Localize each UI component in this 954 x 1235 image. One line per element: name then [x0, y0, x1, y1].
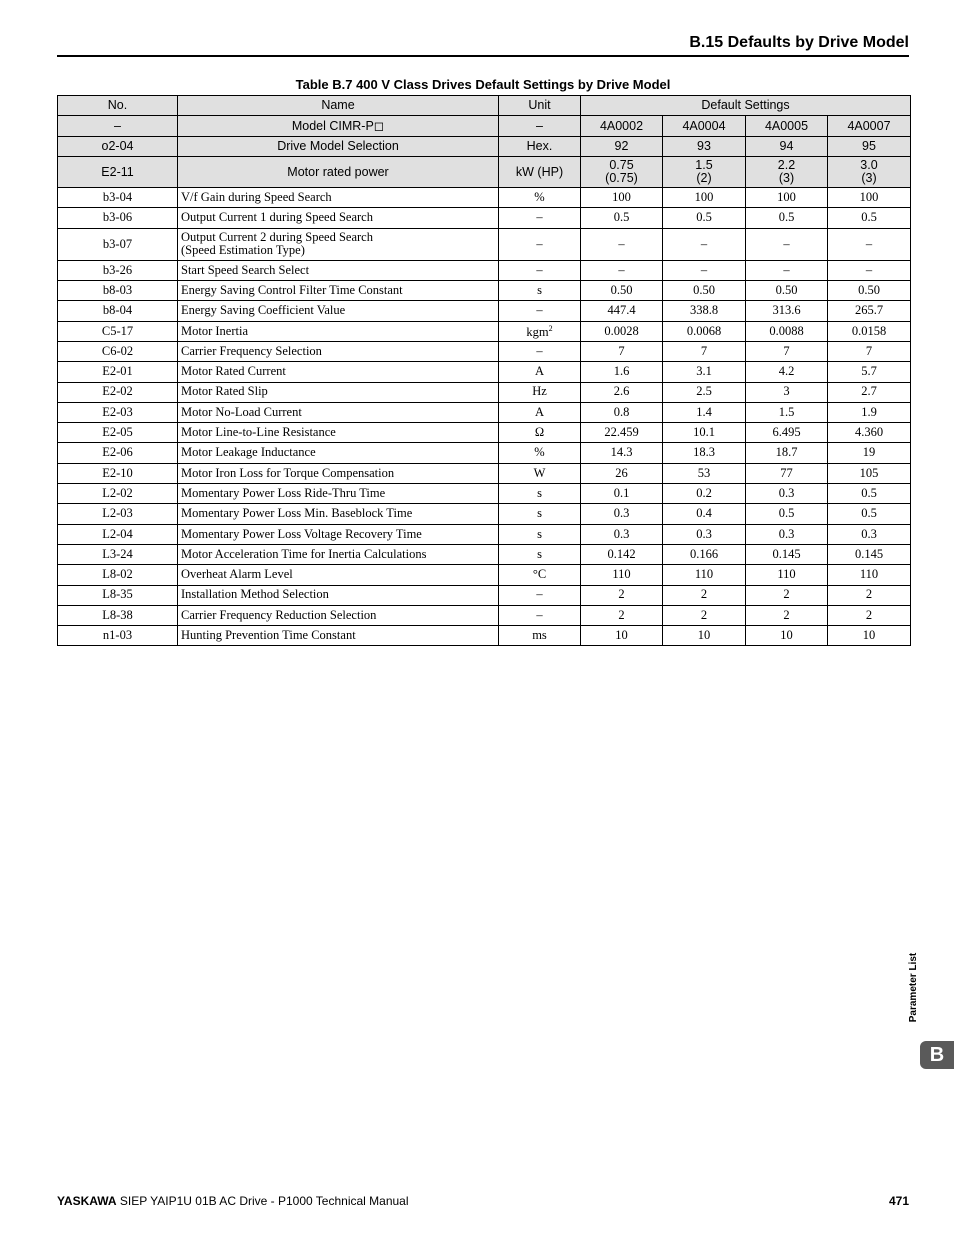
param-no: L8-02 [58, 565, 178, 585]
param-unit: s [499, 484, 581, 504]
table-row [58, 484, 911, 504]
table-row [58, 341, 911, 361]
section-title: B.15 Defaults by Drive Model [689, 34, 909, 51]
default-value: 10.1 [663, 423, 746, 443]
default-value: 110 [663, 565, 746, 585]
param-name: Output Current 2 during Speed Search (Speed Estimation Type) [178, 228, 499, 260]
default-value: 0.166 [663, 544, 746, 564]
param-unit: s [499, 524, 581, 544]
default-value: 0.3 [746, 524, 828, 544]
default-value: 2 [581, 585, 663, 605]
param-name: Motor Inertia [178, 321, 499, 341]
param-name: Start Speed Search Select [178, 260, 499, 280]
default-value: 0.5 [746, 504, 828, 524]
param-unit: – [499, 208, 581, 228]
param-no: E2-05 [58, 423, 178, 443]
table-row [58, 524, 911, 544]
default-value: 94 [746, 136, 828, 156]
header-row [58, 157, 911, 188]
default-value: 18.3 [663, 443, 746, 463]
default-value: 4A0004 [663, 116, 746, 136]
default-value: 0.3 [581, 524, 663, 544]
default-value: 92 [581, 136, 663, 156]
param-no: E2-03 [58, 402, 178, 422]
table-row [58, 188, 911, 208]
default-value: 1.5 (2) [663, 157, 746, 188]
default-value: 2 [663, 585, 746, 605]
default-value: 0.0158 [828, 321, 911, 341]
param-no: n1-03 [58, 626, 178, 646]
default-value: 0.2 [663, 484, 746, 504]
default-value: 7 [746, 341, 828, 361]
param-unit: – [499, 585, 581, 605]
default-value: 4A0005 [746, 116, 828, 136]
param-unit: kW (HP) [499, 157, 581, 188]
param-unit: % [499, 443, 581, 463]
table-row [58, 544, 911, 564]
default-value: 0.75 (0.75) [581, 157, 663, 188]
param-unit: s [499, 504, 581, 524]
param-name: Momentary Power Loss Min. Baseblock Time [178, 504, 499, 524]
default-value: 338.8 [663, 301, 746, 321]
column-header: Default Settings [581, 96, 911, 116]
default-value: 3.0 (3) [828, 157, 911, 188]
default-value: 100 [581, 188, 663, 208]
default-value: 4A0007 [828, 116, 911, 136]
default-value: 26 [581, 463, 663, 483]
default-value: – [581, 228, 663, 260]
table-row [58, 585, 911, 605]
default-value: 0.0088 [746, 321, 828, 341]
default-value: 1.6 [581, 362, 663, 382]
param-no: b8-04 [58, 301, 178, 321]
default-value: 3.1 [663, 362, 746, 382]
default-value: 10 [581, 626, 663, 646]
default-value: 6.495 [746, 423, 828, 443]
table-row [58, 504, 911, 524]
param-name: V/f Gain during Speed Search [178, 188, 499, 208]
default-value: 100 [663, 188, 746, 208]
param-unit: s [499, 544, 581, 564]
default-value: 0.4 [663, 504, 746, 524]
param-name: Motor rated power [178, 157, 499, 188]
default-value: 1.4 [663, 402, 746, 422]
footer-brand: YASKAWA [57, 1194, 117, 1208]
default-value: 1.5 [746, 402, 828, 422]
table-row [58, 281, 911, 301]
param-unit: – [499, 301, 581, 321]
param-unit: A [499, 362, 581, 382]
param-unit: s [499, 281, 581, 301]
table-row [58, 463, 911, 483]
param-no: L3-24 [58, 544, 178, 564]
default-value: 0.0068 [663, 321, 746, 341]
default-value: – [663, 228, 746, 260]
default-value: – [581, 260, 663, 280]
param-no: E2-06 [58, 443, 178, 463]
param-unit: – [499, 605, 581, 625]
param-no: C6-02 [58, 341, 178, 361]
default-value: 7 [828, 341, 911, 361]
default-value: 2 [663, 605, 746, 625]
default-value: 7 [663, 341, 746, 361]
table-row [58, 228, 911, 260]
default-value: 0.145 [746, 544, 828, 564]
default-value: 19 [828, 443, 911, 463]
default-value: 0.5 [663, 208, 746, 228]
param-unit: °C [499, 565, 581, 585]
table-row [58, 260, 911, 280]
param-no: L2-02 [58, 484, 178, 504]
default-value: 110 [581, 565, 663, 585]
default-value: 4.360 [828, 423, 911, 443]
table-row [58, 301, 911, 321]
default-value: 0.50 [746, 281, 828, 301]
param-name: Energy Saving Control Filter Time Constant [178, 281, 499, 301]
default-value: 110 [828, 565, 911, 585]
param-unit: Ω [499, 423, 581, 443]
param-unit: Hz [499, 382, 581, 402]
param-no: – [58, 116, 178, 136]
default-value: 2 [746, 605, 828, 625]
param-name: Output Current 1 during Speed Search [178, 208, 499, 228]
param-no: b8-03 [58, 281, 178, 301]
param-name: Hunting Prevention Time Constant [178, 626, 499, 646]
param-no: E2-11 [58, 157, 178, 188]
default-value: 0.5 [828, 484, 911, 504]
default-value: 2 [828, 585, 911, 605]
param-unit: A [499, 402, 581, 422]
default-value: 0.5 [828, 208, 911, 228]
default-value: 7 [581, 341, 663, 361]
default-value: 2.7 [828, 382, 911, 402]
table-row [58, 208, 911, 228]
column-header: Unit [499, 96, 581, 116]
table-row [58, 321, 911, 341]
param-name: Motor Iron Loss for Torque Compensation [178, 463, 499, 483]
side-tab-label: Parameter List [908, 952, 919, 1023]
default-value: 93 [663, 136, 746, 156]
default-value: 2 [581, 605, 663, 625]
param-no: b3-06 [58, 208, 178, 228]
table-row [58, 362, 911, 382]
param-name: Motor Line-to-Line Resistance [178, 423, 499, 443]
default-value: 53 [663, 463, 746, 483]
table-row [58, 605, 911, 625]
default-value: 18.7 [746, 443, 828, 463]
param-unit: – [499, 116, 581, 136]
column-header-row [58, 96, 911, 116]
default-value: – [663, 260, 746, 280]
default-value: 0.50 [828, 281, 911, 301]
footer-manual [57, 1194, 409, 1208]
default-value: 0.50 [581, 281, 663, 301]
param-name: Momentary Power Loss Ride-Thru Time [178, 484, 499, 504]
param-name: Overheat Alarm Level [178, 565, 499, 585]
table-row [58, 626, 911, 646]
default-value: 2.2 (3) [746, 157, 828, 188]
param-name: Drive Model Selection [178, 136, 499, 156]
param-name: Motor Leakage Inductance [178, 443, 499, 463]
default-value: 4A0002 [581, 116, 663, 136]
param-name: Energy Saving Coefficient Value [178, 301, 499, 321]
default-value: 313.6 [746, 301, 828, 321]
default-value: 5.7 [828, 362, 911, 382]
param-unit: kgm$^2$ [499, 321, 581, 341]
default-value: 0.3 [663, 524, 746, 544]
chapter-tab-b: B [920, 1041, 954, 1069]
default-value: 2.6 [581, 382, 663, 402]
default-value: 0.50 [663, 281, 746, 301]
param-no: E2-10 [58, 463, 178, 483]
param-name: Carrier Frequency Reduction Selection [178, 605, 499, 625]
column-header: No. [58, 96, 178, 116]
default-value: 110 [746, 565, 828, 585]
default-value: 0.5 [581, 208, 663, 228]
param-name: Carrier Frequency Selection [178, 341, 499, 361]
param-no: b3-07 [58, 228, 178, 260]
default-value: 10 [828, 626, 911, 646]
table-row [58, 443, 911, 463]
default-value: 0.145 [828, 544, 911, 564]
param-unit: Hex. [499, 136, 581, 156]
param-name: Installation Method Selection [178, 585, 499, 605]
param-name: Momentary Power Loss Voltage Recovery Time [178, 524, 499, 544]
default-value: 10 [746, 626, 828, 646]
table-row [58, 565, 911, 585]
default-value: 105 [828, 463, 911, 483]
table-caption: Table B.7 400 V Class Drives Default Settings by Drive Model [295, 77, 671, 92]
param-no: L2-04 [58, 524, 178, 544]
param-no: b3-26 [58, 260, 178, 280]
default-value: 100 [828, 188, 911, 208]
default-value: 0.142 [581, 544, 663, 564]
default-value: 22.459 [581, 423, 663, 443]
table-row [58, 382, 911, 402]
default-value: 4.2 [746, 362, 828, 382]
column-header: Name [178, 96, 499, 116]
param-unit: W [499, 463, 581, 483]
param-no: b3-04 [58, 188, 178, 208]
default-value: 0.3 [581, 504, 663, 524]
header-row [58, 116, 911, 136]
default-value: 2 [828, 605, 911, 625]
param-name: Motor No-Load Current [178, 402, 499, 422]
default-value: 77 [746, 463, 828, 483]
param-no: C5-17 [58, 321, 178, 341]
default-value: – [828, 260, 911, 280]
param-unit: – [499, 341, 581, 361]
default-value: 2.5 [663, 382, 746, 402]
default-value: 0.3 [828, 524, 911, 544]
param-unit: ms [499, 626, 581, 646]
page-number: 471 [888, 1194, 909, 1208]
default-value: 0.3 [746, 484, 828, 504]
param-name: Model CIMR-P◻ [178, 116, 499, 136]
table-body [58, 96, 911, 646]
default-value: 95 [828, 136, 911, 156]
default-value: – [746, 228, 828, 260]
param-no: E2-01 [58, 362, 178, 382]
title-rule [57, 55, 909, 57]
param-name: Motor Acceleration Time for Inertia Calculations [178, 544, 499, 564]
header-row [58, 136, 911, 156]
default-value: 3 [746, 382, 828, 402]
default-value: – [828, 228, 911, 260]
footer-manual-title: SIEP YAIP1U 01B AC Drive - P1000 Technical Manual [116, 1194, 409, 1208]
default-value: 10 [663, 626, 746, 646]
default-value: 2 [746, 585, 828, 605]
default-value: 447.4 [581, 301, 663, 321]
default-value: 14.3 [581, 443, 663, 463]
default-value: 265.7 [828, 301, 911, 321]
defaults-table [57, 95, 911, 646]
table-row [58, 402, 911, 422]
default-value: 1.9 [828, 402, 911, 422]
default-value: 0.5 [828, 504, 911, 524]
param-unit: – [499, 228, 581, 260]
param-no: L2-03 [58, 504, 178, 524]
param-name: Motor Rated Current [178, 362, 499, 382]
default-value: 0.5 [746, 208, 828, 228]
default-value: 0.8 [581, 402, 663, 422]
default-value: 0.0028 [581, 321, 663, 341]
param-name: Motor Rated Slip [178, 382, 499, 402]
param-no: E2-02 [58, 382, 178, 402]
param-no: L8-38 [58, 605, 178, 625]
param-no: o2-04 [58, 136, 178, 156]
table-row [58, 423, 911, 443]
default-value: 100 [746, 188, 828, 208]
default-value: 0.1 [581, 484, 663, 504]
param-unit: – [499, 260, 581, 280]
param-no: L8-35 [58, 585, 178, 605]
param-unit: % [499, 188, 581, 208]
default-value: – [746, 260, 828, 280]
